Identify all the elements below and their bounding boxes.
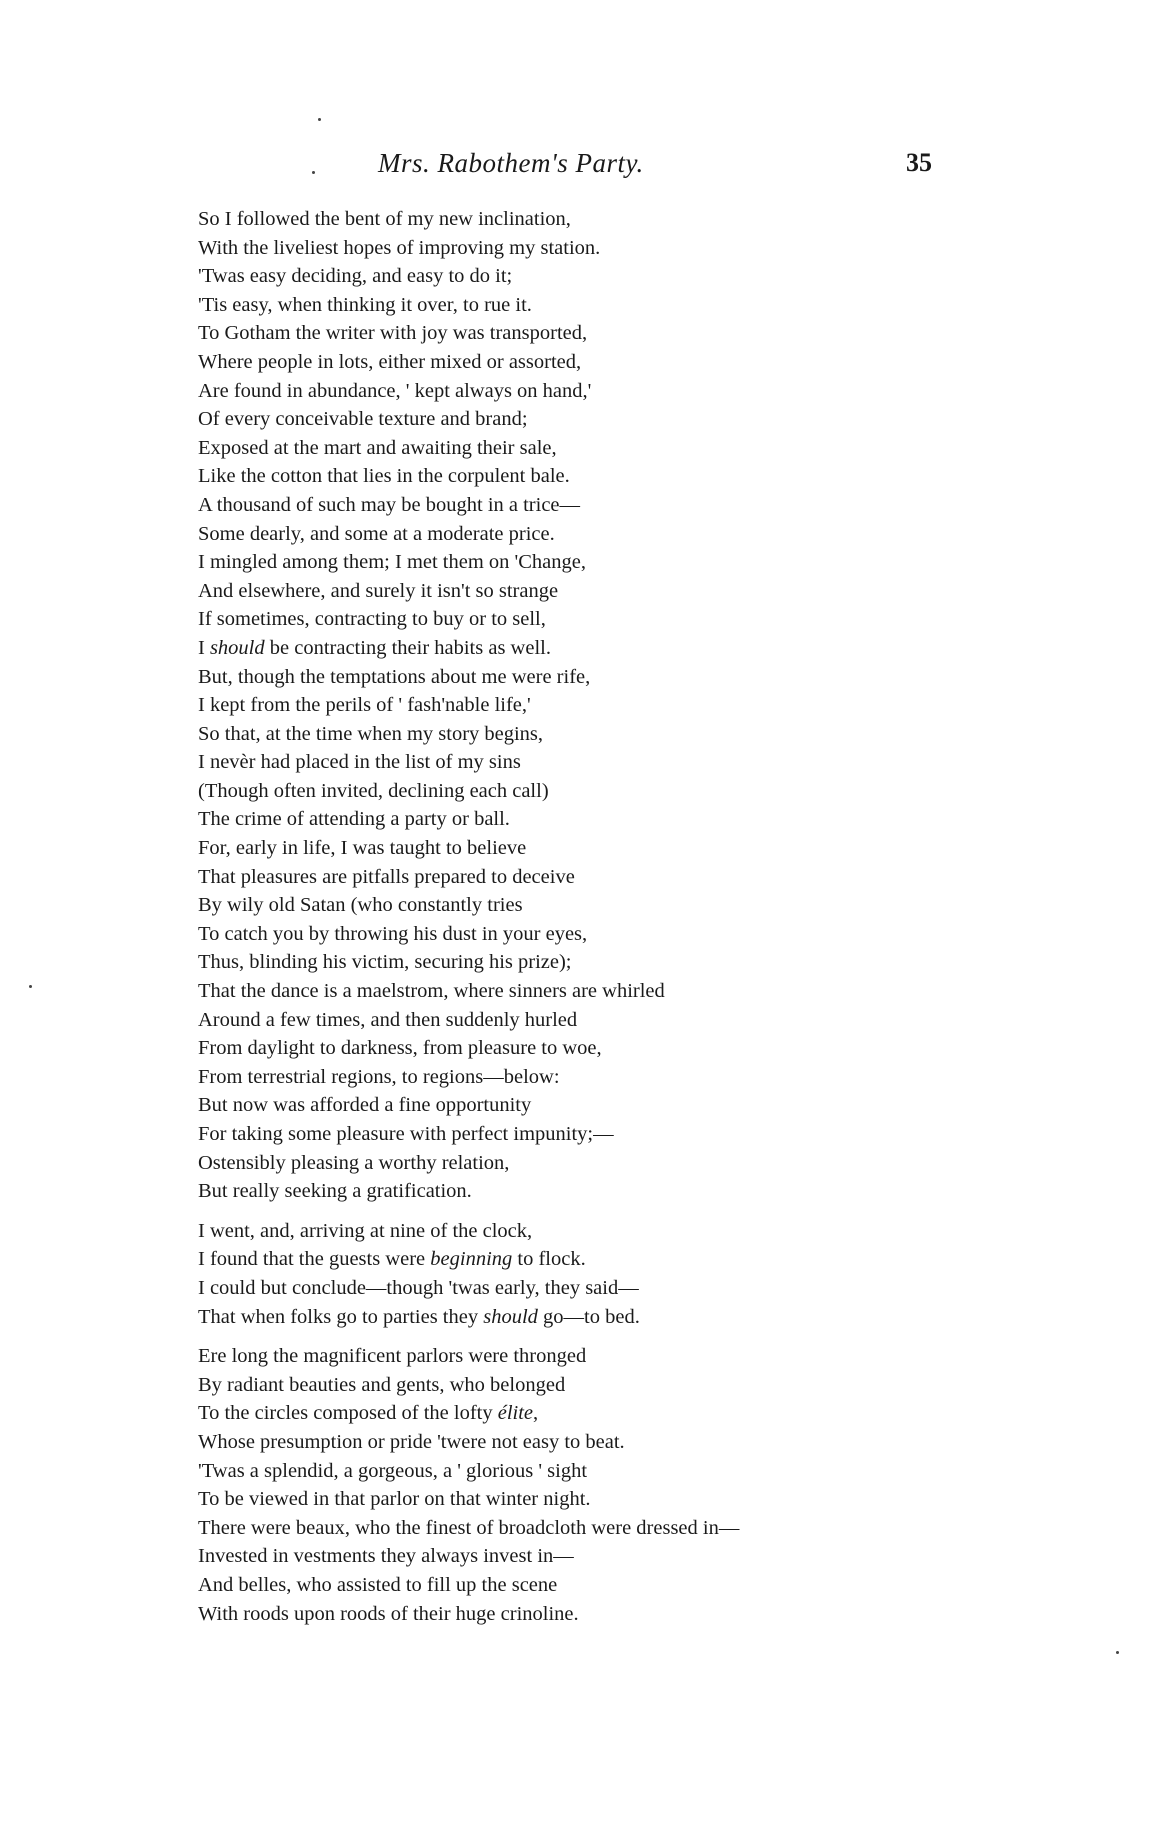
print-speck (312, 171, 315, 174)
poem-line: The crime of attending a party or ball. (198, 808, 510, 831)
poem-line: There were beaux, who the finest of broadcloth were dressed in— (198, 1516, 740, 1539)
poem-line: If sometimes, contracting to buy or to sell, (198, 608, 546, 631)
poem-line: I went, and, arriving at nine of the clock, (198, 1219, 533, 1242)
stanza-3 (198, 1342, 898, 1628)
poem-line: With the liveliest hopes of improving my station. (198, 236, 601, 259)
print-speck (1116, 1651, 1119, 1654)
poem-line: 'Twas a splendid, a gorgeous, a ' glorious ' sight (198, 1459, 588, 1482)
poem-line: From daylight to darkness, from pleasure to woe, (198, 1037, 602, 1060)
poem-line: Like the cotton that lies in the corpulent bale. (198, 465, 570, 488)
poem-line: I should be contracting their habits as well. (198, 636, 551, 659)
poem-line: From terrestrial regions, to regions—below: (198, 1065, 560, 1088)
poem-line: But, though the temptations about me were rife, (198, 665, 591, 688)
poem-line: And belles, who assisted to fill up the scene (198, 1573, 558, 1596)
poem-line: I kept from the perils of ' fash'nable life,' (198, 694, 531, 717)
poem-line: I nevèr had placed in the list of my sins (198, 751, 521, 774)
emphasized-word: should (209, 636, 265, 659)
poem-line: Of every conceivable texture and brand; (198, 408, 528, 431)
poem-line: For taking some pleasure with perfect impunity;— (198, 1123, 614, 1145)
emphasized-word: should (483, 1305, 538, 1328)
poem-line: But really seeking a gratification. (198, 1180, 472, 1203)
poem-line: I could but conclude—though 'twas early, they said— (198, 1276, 639, 1299)
poem-line: That when folks go to parties they should go—to bed. (198, 1305, 640, 1328)
poem-line: That pleasures are pitfalls prepared to deceive (198, 865, 575, 888)
poem-line: To be viewed in that parlor on that winter night. (198, 1488, 591, 1511)
print-speck (318, 118, 321, 121)
poem-line: Where people in lots, either mixed or assorted, (198, 350, 582, 373)
poem-line: To Gotham the writer with joy was transported, (198, 322, 588, 345)
poem (198, 205, 898, 1628)
poem-line: Thus, blinding his victim, securing his prize); (198, 951, 572, 974)
print-speck (29, 985, 32, 988)
poem-line: Whose presumption or pride 'twere not easy to beat. (198, 1430, 625, 1453)
page-number: 35 (906, 148, 932, 177)
poem-line: By radiant beauties and gents, who belonged (198, 1373, 566, 1396)
poem-line: Invested in vestments they always invest in— (198, 1545, 574, 1568)
poem-line: With roods upon roods of their huge crinoline. (198, 1602, 579, 1625)
poem-line: Ere long the magnificent parlors were thronged (198, 1345, 587, 1368)
poem-line: Exposed at the mart and awaiting their sale, (198, 436, 557, 459)
poem-line: So that, at the time when my story begins, (198, 722, 544, 745)
poem-line: By wily old Satan (who constantly tries (198, 894, 523, 917)
poem-line: To the circles composed of the lofty élite, (198, 1402, 539, 1425)
poem-line: Some dearly, and some at a moderate price. (198, 522, 555, 545)
poem-line: Are found in abundance, ' kept always on hand,' (198, 379, 592, 402)
poem-line: But now was afforded a fine opportunity (198, 1094, 532, 1117)
poem-line: 'Twas easy deciding, and easy to do it; (198, 265, 513, 288)
poem-line: And elsewhere, and surely it isn't so strange (198, 579, 559, 602)
poem-line: I mingled among them; I met them on 'Change, (198, 551, 586, 574)
poem-line: That the dance is a maelstrom, where sinners are whirled (198, 980, 665, 1003)
poem-line: For, early in life, I was taught to believe (198, 837, 527, 860)
stanza-2 (198, 1217, 898, 1331)
emphasized-word: élite (497, 1402, 534, 1425)
poem-line: Ostensibly pleasing a worthy relation, (198, 1151, 510, 1174)
poem-line: 'Tis easy, when thinking it over, to rue it. (198, 293, 532, 316)
emphasized-word: beginning (430, 1248, 513, 1271)
poem-line: So I followed the bent of my new inclination, (198, 208, 571, 230)
poem-line: Around a few times, and then suddenly hurled (198, 1008, 578, 1031)
running-head (0, 148, 1152, 188)
running-title: Mrs. Rabothem's Party. (378, 148, 644, 178)
poem-line: (Though often invited, declining each call) (198, 779, 549, 802)
stanza-1 (198, 205, 898, 1206)
poem-line: A thousand of such may be bought in a trice— (198, 493, 581, 516)
poem-line: I found that the guests were beginning to flock. (198, 1248, 586, 1271)
poem-line: To catch you by throwing his dust in your eyes, (198, 922, 588, 945)
